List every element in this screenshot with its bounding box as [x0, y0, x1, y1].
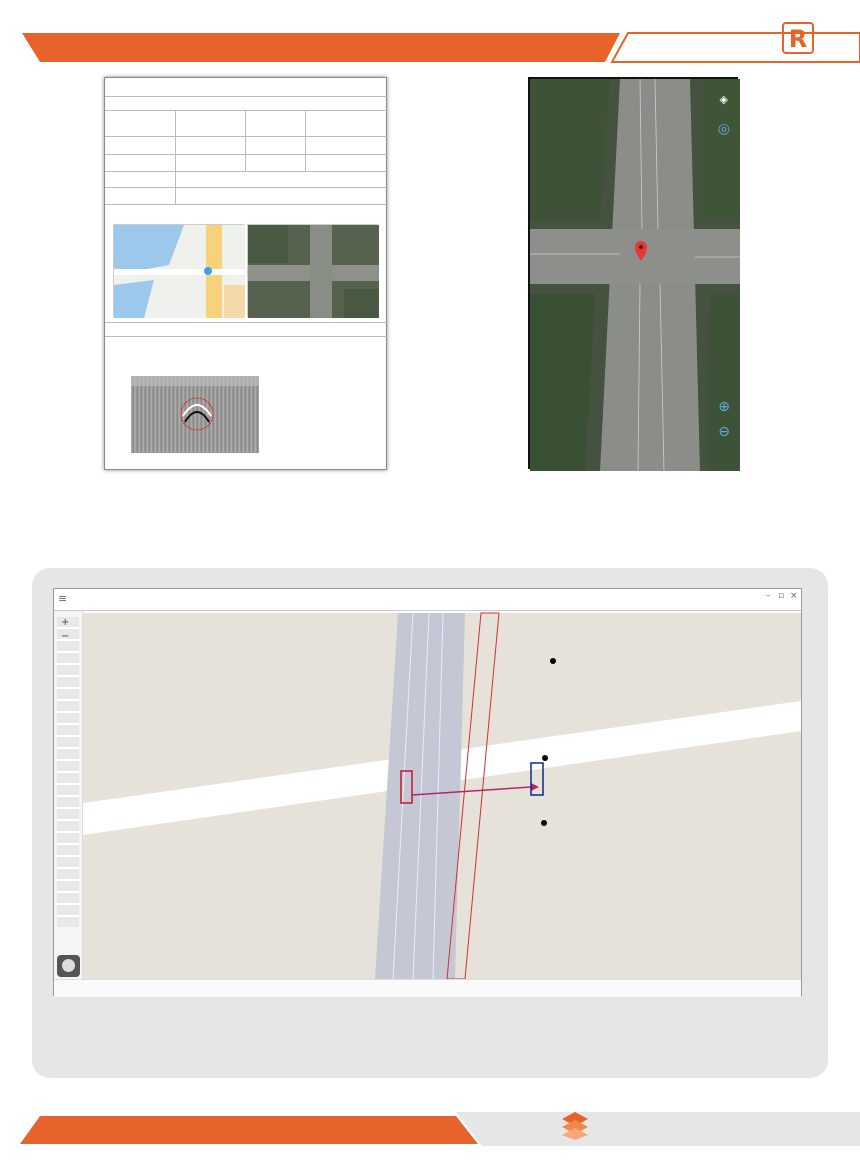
zoom-in-button[interactable]: +: [61, 617, 70, 628]
header-band: [0, 18, 860, 64]
zoom-out-button[interactable]: −: [61, 631, 70, 642]
status-bar: [54, 979, 801, 997]
gpr-profile-image: [131, 376, 259, 453]
record-button[interactable]: [57, 955, 80, 977]
target-icon[interactable]: ◎: [717, 121, 730, 137]
zoom-out-icon[interactable]: ⊖: [718, 424, 730, 440]
header-brand: [782, 22, 820, 54]
zoom-in-icon[interactable]: ⊕: [718, 399, 730, 415]
electronic-map: [113, 224, 244, 317]
disease-card: [104, 77, 387, 470]
minimize-icon[interactable]: –: [766, 591, 771, 601]
maximize-icon[interactable]: ▫: [778, 591, 785, 601]
window-titlebar: [54, 589, 801, 611]
mirasoft-window: [53, 588, 802, 996]
track-map[interactable]: [61, 613, 801, 979]
footer-band: [0, 1108, 860, 1148]
guideline-geo-logo-icon: [560, 1110, 590, 1140]
svg-text:R: R: [788, 25, 808, 53]
layers-icon[interactable]: ◈: [719, 93, 728, 106]
close-icon[interactable]: ×: [790, 591, 798, 601]
satellite-phone-screenshot: [528, 77, 738, 469]
left-sidebar: [54, 611, 83, 979]
footer-brand: [560, 1110, 598, 1140]
brand-logo-icon: [782, 22, 814, 54]
menu-icon[interactable]: ≡: [58, 592, 68, 605]
satellite-map-thumb: [247, 224, 378, 317]
